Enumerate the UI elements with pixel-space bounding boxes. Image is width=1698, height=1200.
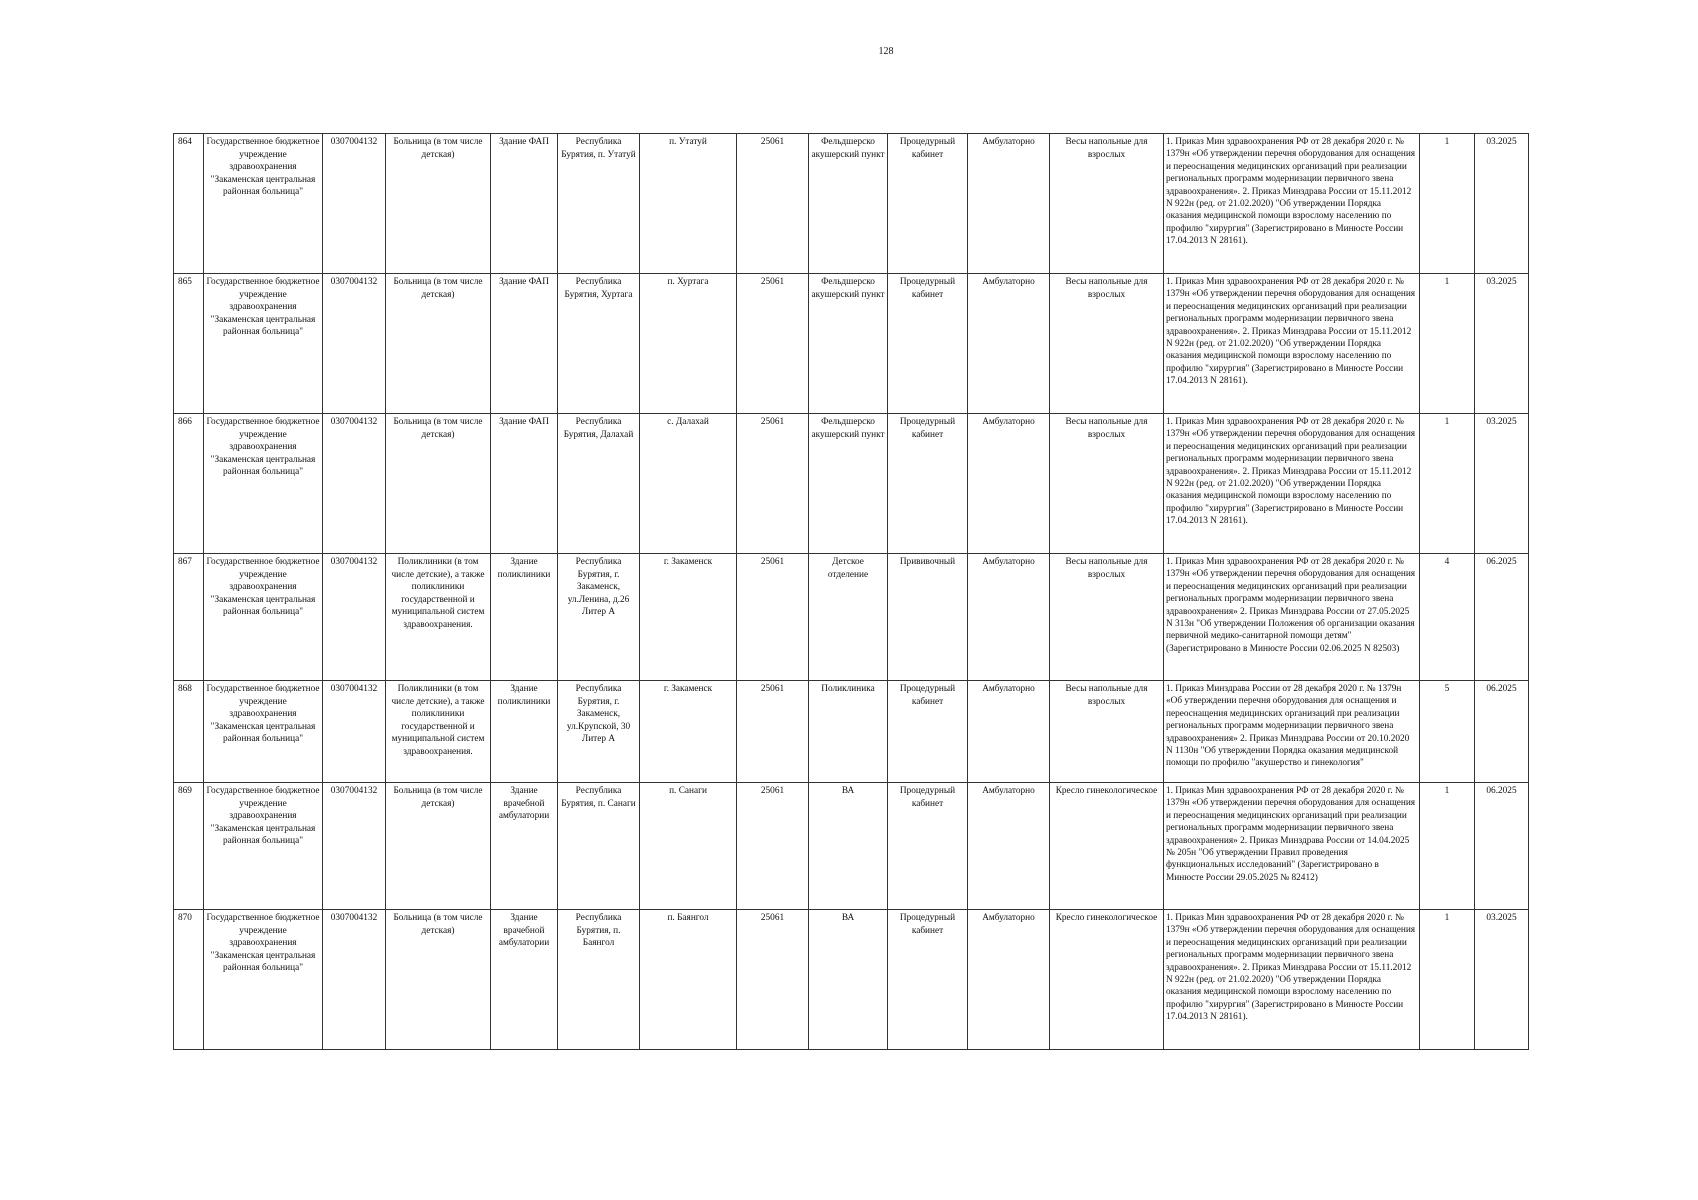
cell-code: 0307004132	[323, 414, 386, 554]
cell-okato: 25061	[737, 554, 809, 681]
cell-address: Республика Бурятия, Хуртага	[558, 274, 640, 414]
cell-date: 06.2025	[1475, 554, 1529, 681]
cell-address: Республика Бурятия, г. Закаменск, ул.Крупской, 30 Литер А	[558, 681, 640, 783]
cell-locality: г. Закаменск	[640, 681, 737, 783]
cell-organization: Государственное бюджетное учреждение здравоохранения "Закаменская центральная районная больница"	[204, 274, 323, 414]
cell-okato: 25061	[737, 274, 809, 414]
cell-number: 870	[174, 910, 204, 1050]
cell-facility-type: Больница (в том числе детская)	[386, 910, 491, 1050]
cell-care-form: Амбулаторно	[968, 274, 1050, 414]
table-row	[174, 134, 1529, 274]
cell-building: Здание врачебной амбулатории	[491, 783, 558, 910]
cell-code: 0307004132	[323, 681, 386, 783]
cell-okato: 25061	[737, 134, 809, 274]
cell-legal-basis: 1. Приказ Минздрава России от 28 декабря 2020 г. № 1379н «Об утверждении перечня оборудования для оснащения и переоснащения медицинских организаций при реализации региональных программ модернизации первичного звена здравоохранения» 2. Приказ Минздрава России от 20.10.2020 N 1130н "Об утверждении Порядка оказания медицинской помощи по профилю "акушерство и гинекология"	[1164, 681, 1420, 783]
cell-equipment: Весы напольные для взрослых	[1050, 414, 1164, 554]
cell-care-form: Амбулаторно	[968, 910, 1050, 1050]
cell-facility-type: Поликлиники (в том числе детские), а также поликлиники государственной и муниципальной систем здравоохранения.	[386, 554, 491, 681]
cell-okato: 25061	[737, 414, 809, 554]
cell-care-form: Амбулаторно	[968, 554, 1050, 681]
table-body	[174, 134, 1529, 1050]
cell-equipment: Кресло гинекологическое	[1050, 783, 1164, 910]
cell-equipment: Весы напольные для взрослых	[1050, 134, 1164, 274]
table-row	[174, 783, 1529, 910]
cell-code: 0307004132	[323, 134, 386, 274]
cell-care-form: Амбулаторно	[968, 783, 1050, 910]
cell-building: Здание ФАП	[491, 274, 558, 414]
cell-organization: Государственное бюджетное учреждение здравоохранения "Закаменская центральная районная больница"	[204, 681, 323, 783]
cell-unit: Поликлиника	[809, 681, 888, 783]
cell-facility-type: Больница (в том числе детская)	[386, 274, 491, 414]
cell-care-form: Амбулаторно	[968, 681, 1050, 783]
cell-date: 03.2025	[1475, 134, 1529, 274]
table-row	[174, 414, 1529, 554]
cell-number: 867	[174, 554, 204, 681]
cell-locality: п. Баянгол	[640, 910, 737, 1050]
cell-date: 06.2025	[1475, 783, 1529, 910]
cell-legal-basis: 1. Приказ Мин здравоохранения РФ от 28 декабря 2020 г. № 1379н «Об утверждении перечня оборудования для оснащения и переоснащения медицинских организаций при реализации региональных программ модернизации первичного звена здравоохранения». 2. Приказ Минздрава России от 15.11.2012 N 922н (ред. от 21.02.2020) "Об утверждении Порядка оказания медицинской помощи взрослому населению по профилю "хирургия" (Зарегистрировано в Минюсте России 17.04.2013 N 28161).	[1164, 910, 1420, 1050]
cell-building: Здание поликлиники	[491, 681, 558, 783]
cell-unit: ВА	[809, 910, 888, 1050]
cell-unit: Фельдшерско акушерский пункт	[809, 134, 888, 274]
cell-number: 868	[174, 681, 204, 783]
cell-date: 03.2025	[1475, 414, 1529, 554]
cell-room: Процедурный кабинет	[888, 134, 968, 274]
cell-building: Здание поликлиники	[491, 554, 558, 681]
cell-room: Прививочный	[888, 554, 968, 681]
cell-legal-basis: 1. Приказ Мин здравоохранения РФ от 28 декабря 2020 г. № 1379н «Об утверждении перечня оборудования для оснащения и переоснащения медицинских организаций при реализации региональных программ модернизации первичного звена здравоохранения». 2. Приказ Минздрава России от 15.11.2012 N 922н (ред. от 21.02.2020) "Об утверждении Порядка оказания медицинской помощи взрослому населению по профилю "хирургия" (Зарегистрировано в Минюсте России 17.04.2013 N 28161).	[1164, 274, 1420, 414]
cell-okato: 25061	[737, 783, 809, 910]
cell-facility-type: Больница (в том числе детская)	[386, 783, 491, 910]
cell-unit: Фельдшерско акушерский пункт	[809, 274, 888, 414]
cell-locality: п. Санаги	[640, 783, 737, 910]
cell-address: Республика Бурятия, п. Утатуй	[558, 134, 640, 274]
cell-number: 865	[174, 274, 204, 414]
cell-care-form: Амбулаторно	[968, 134, 1050, 274]
cell-organization: Государственное бюджетное учреждение здравоохранения "Закаменская центральная районная больница"	[204, 783, 323, 910]
cell-locality: г. Закаменск	[640, 554, 737, 681]
cell-building: Здание врачебной амбулатории	[491, 910, 558, 1050]
table-row	[174, 910, 1529, 1050]
cell-organization: Государственное бюджетное учреждение здравоохранения "Закаменская центральная районная больница"	[204, 134, 323, 274]
cell-care-form: Амбулаторно	[968, 414, 1050, 554]
cell-quantity: 4	[1420, 554, 1475, 681]
cell-facility-type: Больница (в том числе детская)	[386, 414, 491, 554]
cell-equipment: Кресло гинекологическое	[1050, 910, 1164, 1050]
cell-code: 0307004132	[323, 783, 386, 910]
cell-unit: ВА	[809, 783, 888, 910]
cell-building: Здание ФАП	[491, 134, 558, 274]
cell-equipment: Весы напольные для взрослых	[1050, 554, 1164, 681]
cell-legal-basis: 1. Приказ Мин здравоохранения РФ от 28 декабря 2020 г. № 1379н «Об утверждении перечня оборудования для оснащения и переоснащения медицинских организаций при реализации региональных программ модернизации первичного звена здравоохранения». 2. Приказ Минздрава России от 15.11.2012 N 922н (ред. от 21.02.2020) "Об утверждении Порядка оказания медицинской помощи взрослому населению по профилю "хирургия" (Зарегистрировано в Минюсте России 17.04.2013 N 28161).	[1164, 134, 1420, 274]
cell-date: 03.2025	[1475, 910, 1529, 1050]
cell-number: 869	[174, 783, 204, 910]
cell-address: Республика Бурятия, п. Санаги	[558, 783, 640, 910]
cell-organization: Государственное бюджетное учреждение здравоохранения "Закаменская центральная районная больница"	[204, 414, 323, 554]
cell-legal-basis: 1. Приказ Мин здравоохранения РФ от 28 декабря 2020 г. № 1379н «Об утверждении перечня оборудования для оснащения и переоснащения медицинских организаций при реализации региональных программ модернизации первичного звена здравоохранения» 2. Приказ Минздрава России от 27.05.2025 N 313н "Об утверждении Положения об организации оказания первичной медико-санитарной помощи детям" (Зарегистрировано в Минюсте России 02.06.2025 N 82503)	[1164, 554, 1420, 681]
cell-equipment: Весы напольные для взрослых	[1050, 274, 1164, 414]
cell-room: Процедурный кабинет	[888, 414, 968, 554]
cell-organization: Государственное бюджетное учреждение здравоохранения "Закаменская центральная районная больница"	[204, 554, 323, 681]
cell-okato: 25061	[737, 910, 809, 1050]
cell-locality: с. Далахай	[640, 414, 737, 554]
cell-quantity: 1	[1420, 134, 1475, 274]
cell-code: 0307004132	[323, 910, 386, 1050]
cell-organization: Государственное бюджетное учреждение здравоохранения "Закаменская центральная районная больница"	[204, 910, 323, 1050]
cell-quantity: 1	[1420, 274, 1475, 414]
cell-quantity: 1	[1420, 910, 1475, 1050]
equipment-registry-table	[173, 133, 1529, 1050]
table-row	[174, 681, 1529, 783]
cell-locality: п. Хуртага	[640, 274, 737, 414]
cell-locality: п. Утатуй	[640, 134, 737, 274]
cell-address: Республика Бурятия, п. Баянгол	[558, 910, 640, 1050]
cell-number: 866	[174, 414, 204, 554]
table-row	[174, 274, 1529, 414]
page-number: 128	[878, 46, 894, 57]
cell-unit: Фельдшерско акушерский пункт	[809, 414, 888, 554]
cell-code: 0307004132	[323, 274, 386, 414]
cell-equipment: Весы напольные для взрослых	[1050, 681, 1164, 783]
cell-address: Республика Бурятия, г. Закаменск, ул.Ленина, д.26 Литер А	[558, 554, 640, 681]
table-row	[174, 554, 1529, 681]
cell-legal-basis: 1. Приказ Мин здравоохранения РФ от 28 декабря 2020 г. № 1379н «Об утверждении перечня оборудования для оснащения и переоснащения медицинских организаций при реализации региональных программ модернизации первичного звена здравоохранения». 2. Приказ Минздрава России от 15.11.2012 N 922н (ред. от 21.02.2020) "Об утверждении Порядка оказания медицинской помощи взрослому населению по профилю "хирургия" (Зарегистрировано в Минюсте России 17.04.2013 N 28161).	[1164, 414, 1420, 554]
cell-building: Здание ФАП	[491, 414, 558, 554]
cell-unit: Детское отделение	[809, 554, 888, 681]
cell-quantity: 1	[1420, 783, 1475, 910]
cell-facility-type: Поликлиники (в том числе детские), а также поликлиники государственной и муниципальной систем здравоохранения.	[386, 681, 491, 783]
cell-date: 03.2025	[1475, 274, 1529, 414]
cell-room: Процедурный кабинет	[888, 274, 968, 414]
cell-quantity: 5	[1420, 681, 1475, 783]
cell-quantity: 1	[1420, 414, 1475, 554]
cell-code: 0307004132	[323, 554, 386, 681]
cell-room: Процедурный кабинет	[888, 910, 968, 1050]
cell-facility-type: Больница (в том числе детская)	[386, 134, 491, 274]
cell-room: Процедурный кабинет	[888, 681, 968, 783]
cell-number: 864	[174, 134, 204, 274]
cell-okato: 25061	[737, 681, 809, 783]
cell-legal-basis: 1. Приказ Мин здравоохранения РФ от 28 декабря 2020 г. № 1379н «Об утверждении перечня оборудования для оснащения и переоснащения медицинских организаций при реализации региональных программ модернизации первичного звена здравоохранения» 2. Приказ Минздрава России от 14.04.2025 № 205н "Об утверждении Правил проведения функциональных исследований" (Зарегистрировано в Минюсте России 29.05.2025 № 82412)	[1164, 783, 1420, 910]
cell-date: 06.2025	[1475, 681, 1529, 783]
cell-room: Процедурный кабинет	[888, 783, 968, 910]
cell-address: Республика Бурятия, Далахай	[558, 414, 640, 554]
